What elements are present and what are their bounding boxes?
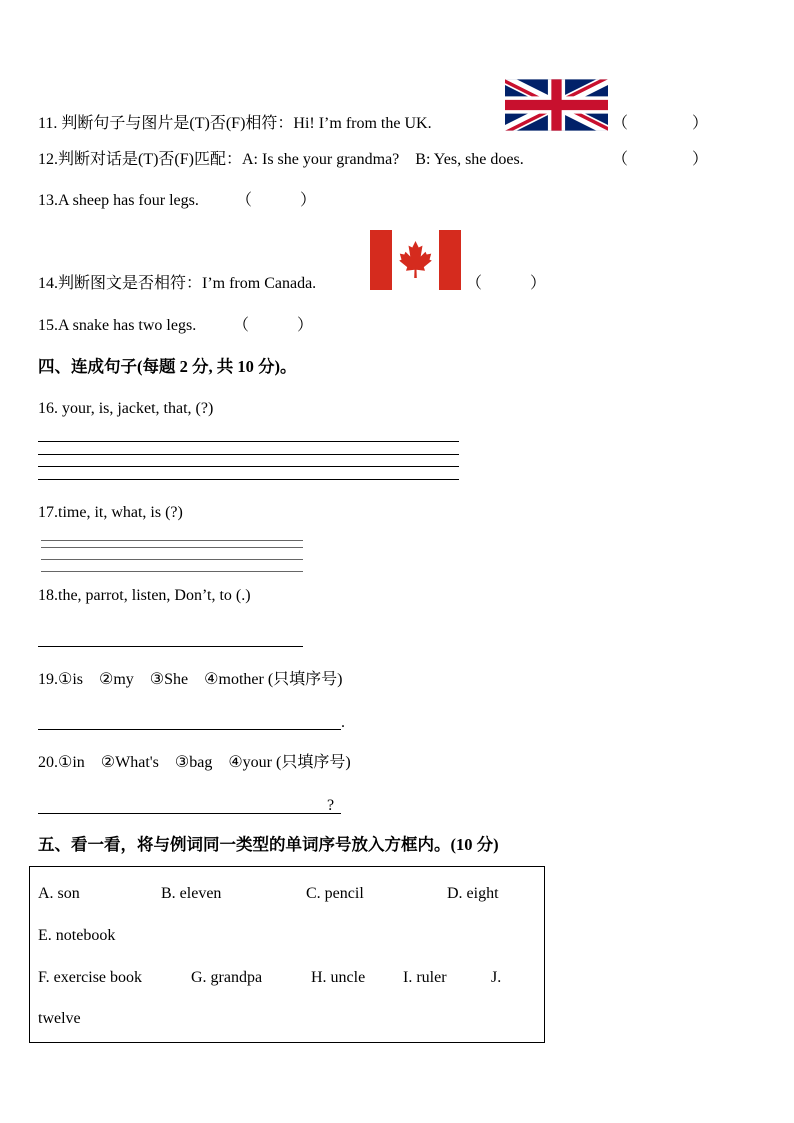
option-i: I. ruler	[403, 969, 447, 986]
answer-paren-13[interactable]: （ ）	[236, 192, 317, 209]
option-d: D. eight	[447, 885, 499, 902]
answer-paren-12[interactable]: （ ）	[612, 151, 709, 168]
answer-line-20[interactable]	[38, 813, 341, 814]
option-b: B. eleven	[161, 885, 222, 902]
uk-flag-image	[505, 79, 608, 131]
option-j-label: J.	[491, 969, 502, 986]
answer-line-17b[interactable]	[41, 547, 303, 548]
answer-line-16c[interactable]	[38, 466, 459, 467]
option-j-word: twelve	[38, 1010, 81, 1027]
section-5-heading: 五、看一看，将与例词同一类型的单词序号放入方框内。(10 分)	[38, 835, 499, 854]
question-12: 12.判断对话是(T)否(F)匹配：A: Is she your grandma? B: Yes, she does.	[38, 151, 524, 168]
answer-line-17c[interactable]	[41, 559, 303, 560]
answer-19-period: .	[341, 714, 345, 731]
answer-line-16d[interactable]	[38, 479, 459, 480]
question-18: 18.the, parrot, listen, Don’t, to (.)	[38, 587, 251, 604]
answer-paren-11[interactable]: （ ）	[612, 115, 709, 132]
answer-line-19[interactable]	[38, 729, 341, 730]
question-14: 14.判断图文是否相符：I’m from Canada.	[38, 275, 317, 292]
question-11: 11. 判断句子与图片是(T)否(F)相符：Hi! I’m from the UK.	[38, 115, 432, 132]
section-4-heading: 四、连成句子(每题 2 分, 共 10 分)。	[38, 357, 297, 376]
question-20: 20.①in ②What's ③bag ④your (只填序号)	[38, 754, 351, 771]
answer-line-16b[interactable]	[38, 454, 459, 455]
answer-line-17d[interactable]	[41, 571, 303, 572]
question-15: 15.A snake has two legs.	[38, 317, 197, 334]
answer-line-16a[interactable]	[38, 441, 459, 442]
question-17: 17.time, it, what, is (?)	[38, 504, 183, 521]
question-13: 13.A sheep has four legs.	[38, 192, 199, 209]
word-options-box	[29, 866, 545, 1043]
answer-paren-15[interactable]: （ ）	[233, 317, 314, 334]
option-e: E. notebook	[38, 927, 116, 944]
answer-20-question-mark: ?	[327, 797, 335, 814]
option-c: C. pencil	[306, 885, 364, 902]
option-f: F. exercise book	[38, 969, 143, 986]
answer-line-17a[interactable]	[41, 540, 303, 541]
option-a: A. son	[38, 885, 80, 902]
option-h: H. uncle	[311, 969, 366, 986]
option-g: G. grandpa	[191, 969, 263, 986]
canada-flag-image	[370, 230, 461, 290]
question-16: 16. your, is, jacket, that, (?)	[38, 400, 214, 417]
question-19: 19.①is ②my ③She ④mother (只填序号)	[38, 671, 343, 688]
answer-paren-14[interactable]: （ ）	[466, 275, 547, 292]
answer-line-18[interactable]	[38, 646, 303, 647]
